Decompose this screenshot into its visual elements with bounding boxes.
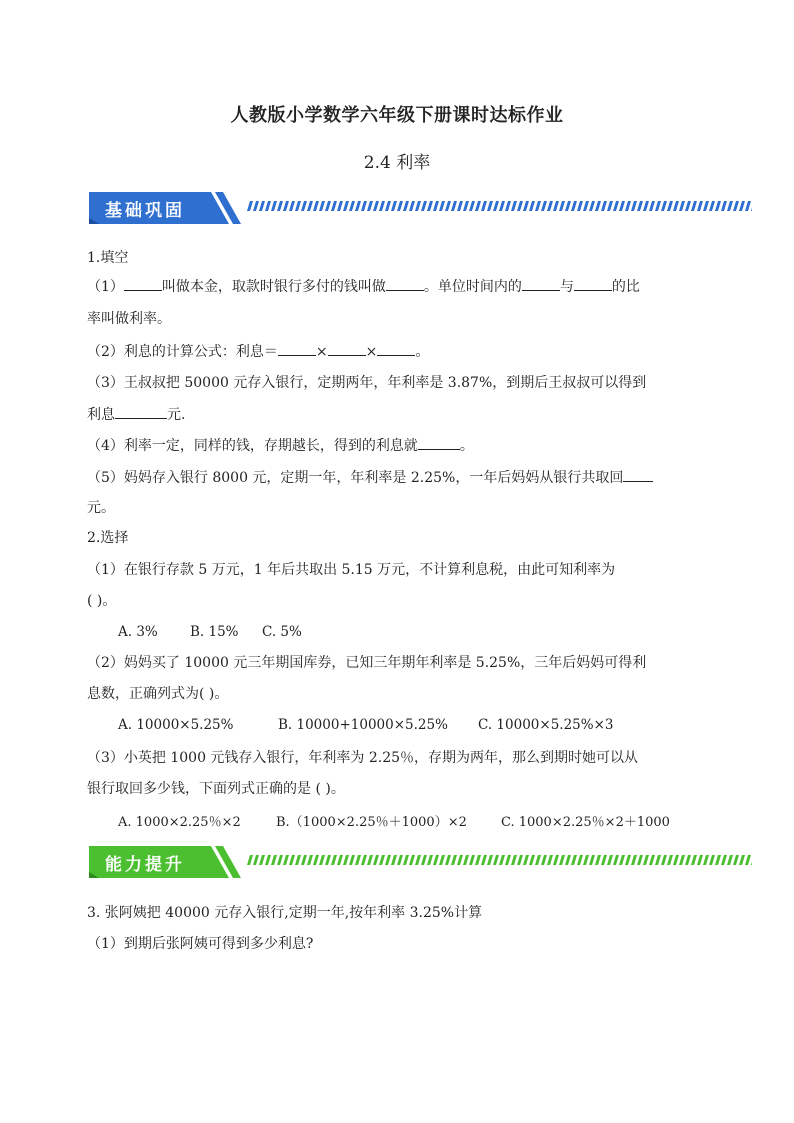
option-b[interactable]: B. 15% [190,624,239,640]
q2-item-2-line-2: 息数，正确列式为( )。 [87,686,229,702]
banner-tab [85,844,245,878]
option-a[interactable]: A. 1000×2.25％×2 [118,815,241,830]
q2-item-1-line-2: ( )。 [87,593,117,609]
q1-item-2 [87,341,711,362]
text: （4）利率一定，同样的钱，存期越长，得到的利息就 [87,438,418,454]
text: × [365,344,378,360]
text: 。单位时间内的 [423,279,522,295]
blank[interactable] [278,341,316,356]
section-banner-advanced [85,844,685,880]
text: 利息 [87,407,115,423]
q2-item-3-options [118,811,670,830]
q1-item-3-line-1: （3）王叔叔把 50000 元存入银行，定期两年，年利率是 3.87%，到期后王叔叔可以得到 [87,375,647,391]
page-title: 人教版小学数学六年级下册课时达标作业 [230,105,564,126]
section-banner-basic [85,190,685,226]
blank[interactable] [377,341,415,356]
option-a[interactable]: A. 10000×5.25% [118,717,234,733]
q2-item-3-line-2: 银行取回多少钱，下面列式正确的是 ( )。 [87,781,345,797]
blank[interactable] [124,276,162,291]
text: （1） [87,279,124,295]
q1-item-5-line-2: 元。 [87,500,115,516]
option-b[interactable]: B. 10000+10000×5.25% [278,717,448,733]
option-a[interactable]: A. 3% [118,624,158,640]
text: 。 [415,344,430,360]
text: 叫做本金，取款时银行多付的钱叫做 [161,279,386,295]
q2-item-1-options [118,624,302,640]
q2-item-2-line-1: （2）妈妈买了 10000 元三年期国库券，已知三年期年利率是 5.25%，三年后妈妈可得利 [87,655,647,671]
banner-tab [85,190,245,224]
banner-stripes [247,855,752,865]
q3-item-1: （1）到期后张阿姨可得到多少利息? [87,936,314,952]
text: 。 [459,438,474,454]
text: （2）利息的计算公式：利息＝ [87,344,278,360]
section-title-basic: 基础巩固 [105,201,185,221]
page-subtitle: 2.4 利率 [363,153,431,173]
blank[interactable] [574,276,612,291]
text: 与 [559,279,574,295]
option-c[interactable]: C. 5% [262,624,302,640]
blank[interactable] [522,276,560,291]
section-title-advanced: 能力提升 [105,855,185,875]
text: （5）妈妈存入银行 8000 元，定期一年，年利率是 2.25%，一年后妈妈从银行共取回 [87,470,624,486]
q2-item-2-options [118,717,613,733]
q1-item-4 [87,435,711,456]
q1-item-3-line-2 [87,404,711,425]
q2-item-1-line-1: （1）在银行存款 5 万元，1 年后共取出 5.15 万元，不计算利息税，由此可知利率为 [87,562,616,578]
q1-item-1-line-2: 率叫做利率。 [87,311,171,327]
text: 的比 [611,279,640,295]
question-3-heading: 3. 张阿姨把 40000 元存入银行,定期一年,按年利率 3.25%计算 [87,905,483,921]
blank[interactable] [386,276,424,291]
option-c[interactable]: C. 10000×5.25%×3 [478,717,614,733]
question-1-heading: 1.填空 [87,250,129,266]
blank[interactable] [115,404,167,419]
banner-stripes [247,201,752,211]
option-b[interactable]: B.（1000×2.25％＋1000）×2 [276,815,467,830]
question-2-heading: 2.选择 [87,530,129,546]
q1-item-5-line-1 [87,467,711,488]
q2-item-3-line-1: （3）小英把 1000 元钱存入银行，年利率为 2.25％，存期为两年，那么到期时她可以从 [87,750,639,766]
blank[interactable] [328,341,366,356]
text: × [315,344,328,360]
blank[interactable] [418,435,460,450]
option-c[interactable]: C. 1000×2.25％×2＋1000 [501,815,670,830]
q1-item-1-line-1 [87,276,711,297]
text: 元. [167,407,186,423]
blank[interactable] [623,467,653,482]
